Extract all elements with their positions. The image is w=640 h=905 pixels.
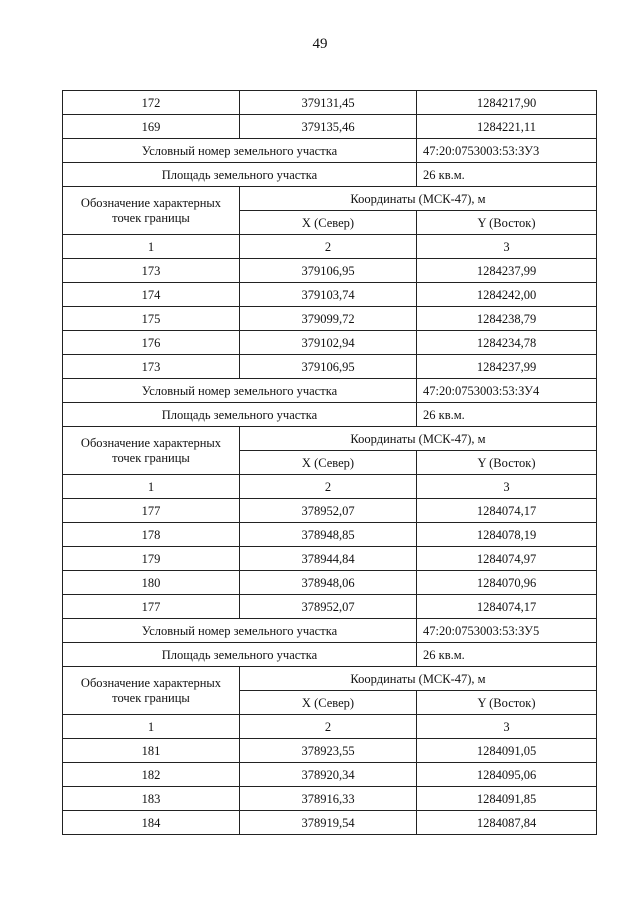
parcel-area-value: 26 кв.м.	[417, 643, 597, 667]
column-number-2: 2	[240, 715, 417, 739]
table-row	[63, 259, 597, 283]
x-coordinate: 379099,72	[240, 307, 417, 331]
parcel-area-row	[63, 403, 597, 427]
coordinates-header: Координаты (МСК-47), м	[240, 187, 597, 211]
table-row	[63, 91, 597, 115]
y-coordinate: 1284091,05	[417, 739, 597, 763]
points-column-header: Обозначение характерных точек границы	[63, 667, 240, 715]
x-coordinate: 378944,84	[240, 547, 417, 571]
y-coordinate: 1284234,78	[417, 331, 597, 355]
x-coordinate: 379131,45	[240, 91, 417, 115]
column-number-1: 1	[63, 715, 240, 739]
column-number-1: 1	[63, 475, 240, 499]
x-coordinate: 378923,55	[240, 739, 417, 763]
y-coordinate: 1284074,17	[417, 499, 597, 523]
parcel-area-row	[63, 643, 597, 667]
point-id: 173	[63, 355, 240, 379]
x-north-header: X (Север)	[240, 451, 417, 475]
table-row	[63, 307, 597, 331]
y-coordinate: 1284074,17	[417, 595, 597, 619]
column-number-3: 3	[417, 235, 597, 259]
y-coordinate: 1284242,00	[417, 283, 597, 307]
column-number-2: 2	[240, 235, 417, 259]
coords-header-row	[63, 427, 597, 451]
table-row	[63, 763, 597, 787]
table-row	[63, 739, 597, 763]
point-id: 174	[63, 283, 240, 307]
x-coordinate: 379102,94	[240, 331, 417, 355]
table-row	[63, 115, 597, 139]
x-coordinate: 378952,07	[240, 499, 417, 523]
y-coordinate: 1284095,06	[417, 763, 597, 787]
x-north-header: X (Север)	[240, 211, 417, 235]
parcel-number-row	[63, 379, 597, 403]
point-id: 177	[63, 499, 240, 523]
point-id: 173	[63, 259, 240, 283]
point-id: 183	[63, 787, 240, 811]
table-row	[63, 595, 597, 619]
table-row	[63, 331, 597, 355]
table-row	[63, 283, 597, 307]
y-coordinate: 1284237,99	[417, 355, 597, 379]
y-east-header: Y (Восток)	[417, 211, 597, 235]
y-coordinate: 1284078,19	[417, 523, 597, 547]
parcel-number-value: 47:20:0753003:53:ЗУ3	[417, 139, 597, 163]
parcel-number-label: Условный номер земельного участка	[63, 619, 417, 643]
x-coordinate: 378919,54	[240, 811, 417, 835]
parcel-number-row	[63, 139, 597, 163]
x-coordinate: 379106,95	[240, 259, 417, 283]
parcel-number-label: Условный номер земельного участка	[63, 379, 417, 403]
column-number-3: 3	[417, 715, 597, 739]
coordinates-header: Координаты (МСК-47), м	[240, 427, 597, 451]
column-number-3: 3	[417, 475, 597, 499]
column-number-1: 1	[63, 235, 240, 259]
point-id: 182	[63, 763, 240, 787]
point-id: 175	[63, 307, 240, 331]
y-coordinate: 1284091,85	[417, 787, 597, 811]
parcel-area-label: Площадь земельного участка	[63, 163, 417, 187]
page-number: 49	[312, 36, 328, 52]
coords-header-row	[63, 187, 597, 211]
table-row	[63, 811, 597, 835]
points-column-header: Обозначение характерных точек границы	[63, 427, 240, 475]
y-coordinate: 1284238,79	[417, 307, 597, 331]
x-coordinate: 379135,46	[240, 115, 417, 139]
parcel-number-value: 47:20:0753003:53:ЗУ5	[417, 619, 597, 643]
x-coordinate: 378948,85	[240, 523, 417, 547]
parcel-number-row	[63, 619, 597, 643]
x-coordinate: 378952,07	[240, 595, 417, 619]
coordinates-table-body	[63, 91, 597, 835]
point-id: 184	[63, 811, 240, 835]
coordinates-table	[62, 90, 597, 835]
y-coordinate: 1284087,84	[417, 811, 597, 835]
y-east-header: Y (Восток)	[417, 451, 597, 475]
column-number-2: 2	[240, 475, 417, 499]
parcel-area-value: 26 кв.м.	[417, 403, 597, 427]
point-id: 181	[63, 739, 240, 763]
y-coordinate: 1284074,97	[417, 547, 597, 571]
point-id: 172	[63, 91, 240, 115]
point-id: 178	[63, 523, 240, 547]
point-id: 179	[63, 547, 240, 571]
point-id: 176	[63, 331, 240, 355]
x-north-header: X (Север)	[240, 691, 417, 715]
point-id: 180	[63, 571, 240, 595]
point-id: 177	[63, 595, 240, 619]
parcel-area-label: Площадь земельного участка	[63, 403, 417, 427]
y-east-header: Y (Восток)	[417, 691, 597, 715]
x-coordinate: 378948,06	[240, 571, 417, 595]
parcel-area-value: 26 кв.м.	[417, 163, 597, 187]
points-column-header: Обозначение характерных точек границы	[63, 187, 240, 235]
x-coordinate: 378920,34	[240, 763, 417, 787]
table-row	[63, 547, 597, 571]
y-coordinate: 1284070,96	[417, 571, 597, 595]
table-row	[63, 787, 597, 811]
x-coordinate: 379103,74	[240, 283, 417, 307]
y-coordinate: 1284221,11	[417, 115, 597, 139]
column-number-row	[63, 715, 597, 739]
table-row	[63, 499, 597, 523]
column-number-row	[63, 235, 597, 259]
parcel-number-label: Условный номер земельного участка	[63, 139, 417, 163]
parcel-number-value: 47:20:0753003:53:ЗУ4	[417, 379, 597, 403]
table-row	[63, 571, 597, 595]
parcel-area-label: Площадь земельного участка	[63, 643, 417, 667]
coordinates-header: Координаты (МСК-47), м	[240, 667, 597, 691]
point-id: 169	[63, 115, 240, 139]
y-coordinate: 1284217,90	[417, 91, 597, 115]
parcel-area-row	[63, 163, 597, 187]
x-coordinate: 379106,95	[240, 355, 417, 379]
table-row	[63, 355, 597, 379]
column-number-row	[63, 475, 597, 499]
table-row	[63, 523, 597, 547]
coords-header-row	[63, 667, 597, 691]
y-coordinate: 1284237,99	[417, 259, 597, 283]
x-coordinate: 378916,33	[240, 787, 417, 811]
